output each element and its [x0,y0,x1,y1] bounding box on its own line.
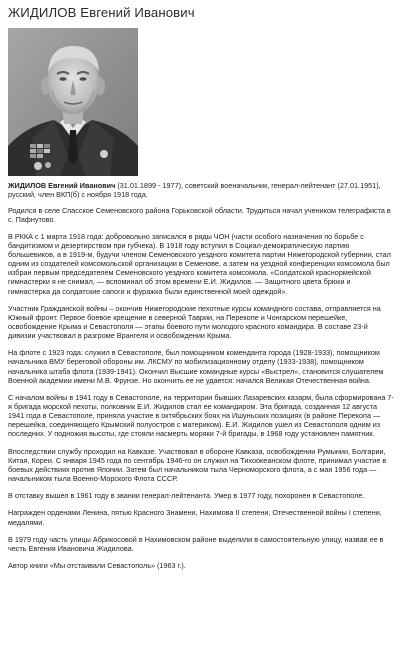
paragraph-wwii: С началом войны в 1941 году в Севастополе, на территории бывших Лазаревских казарм, была сформирована 7-я бригада морской пехоты, полковник Е.И. Жидилов стал ее командиром. Эта бригада, созданная 12 августа 1941 года в Севастополе, приняла участие в октябрьских боях на Ишуньских позициях (в районе Перекопа — перешейка, соединяющего Крымский полуостров с материком). Е.И. Жидилов ушел из Севастополя одним из последних. У подножия высоты, где стояли насмерть моряки 7-й бригады, в 1968 году установлен памятник. [8,392,394,439]
paragraph-birth: Родился в селе Спасское Семеновского района Горьковской области. Трудиться начал учеником телеграфиста в с. Пафнутово. [8,205,391,224]
paragraph-street: В 1979 году часть улицы Абрикосовой в Нахимовском районе выделили в самостоятельную улицу, назвав ее в честь Евгения Ивановича Жидилова. [8,534,384,553]
paragraph-book: Автор книги «Мы отстаивали Севастополь» (1963 г.). [8,561,186,571]
page-title: ЖИДИЛОВ Евгений Иванович [8,5,195,20]
lead-text: (31.01.1899 - 1977), советский военачальник, генерал-лейтенант (27.01.1951), русский, член ВКП(б) с ноября 1918 года. [8,181,381,200]
paragraph-caucasus: Впоследствии службу проходил на Кавказе. Участвовал в обороне Кавказа, освобождении Румынии, Болгарии, Китая, Кореи. С января 1945 года по сентябрь 1946-го он служил на Тихоокеанском флоте, принимал участие в боевых действиях против Японии. Затем был начальником тыла Черноморского флота, а с мая 1956 года — начальником тыла Военно-Морского Флота СССР. [8,446,387,483]
paragraph-retirement: В отставку вышел в 1961 году в звании генерал-лейтенанта. Умер в 1977 году, похоронен в Севастополе. [8,491,365,501]
paragraph-awards: Награжден орденами Ленина, пятью Красного Знамени, Нахимова II степени, Отечественной войны I степени, медалями. [8,508,382,527]
portrait-photo [8,28,138,176]
paragraph-navy-service: На флоте с 1923 года: служил в Севастополе, был помощником коменданта города (1928-1933), помощником начальника ВМУ береговой обороны им. ЛКСМУ по мобилизационному отделу (1933-1938), помощником начальника штаба флота (1939-1941). Окончил Высшие командные курсы «Выстрел», становится слушателем Военной академии имени М.В. Фрунзе. Но окончить ее не удается: начался Великая Отечественная война. [8,348,384,385]
paragraph-civil-war: Участник Гражданской войны – окончив Нижегородские пехотные курсы командного состава, отправляется на Южный фронт. Первое боевое крещение в северной Таврии, на Перекопе и Чонгарском перешейке, освобождение Крыма и Севастополя — этапы боевого пути молодого красного командира. В составе 23-й дивизии участвовал в разгроме Врангеля и освобождении Крыма. [8,303,381,341]
lead-paragraph [8,181,394,199]
article-body [8,181,394,578]
portrait-image [8,28,138,176]
lead-name: ЖИДИЛОВ Евгений Иванович [8,181,116,190]
paragraph-rkka: В РККА с 1 марта 1918 года: добровольно записался в ряды ЧОН (части особого назначения по борьбе с бандитизмом и дезертирством при губчека). В 1918 году вступил в Социал-демократическую партию большевиков, а в 1919-м, будучи членом Семеновского уездного комитета партии Нижегородской губернии, стал одним из создателей комсомольской организации в Семенове, а затем на уездной конференции комсомола был избран первым председателем Семеновского уездного комитета комсомола. «Солдатской краснормейской гимнастерки я не снимал, — вспоминал об этом времени Е.И. Жидилов. — Защитного цвета брюки и гимнастерка да солдатские сапоги и фуражка были единственной моей одеждой». [8,231,391,296]
